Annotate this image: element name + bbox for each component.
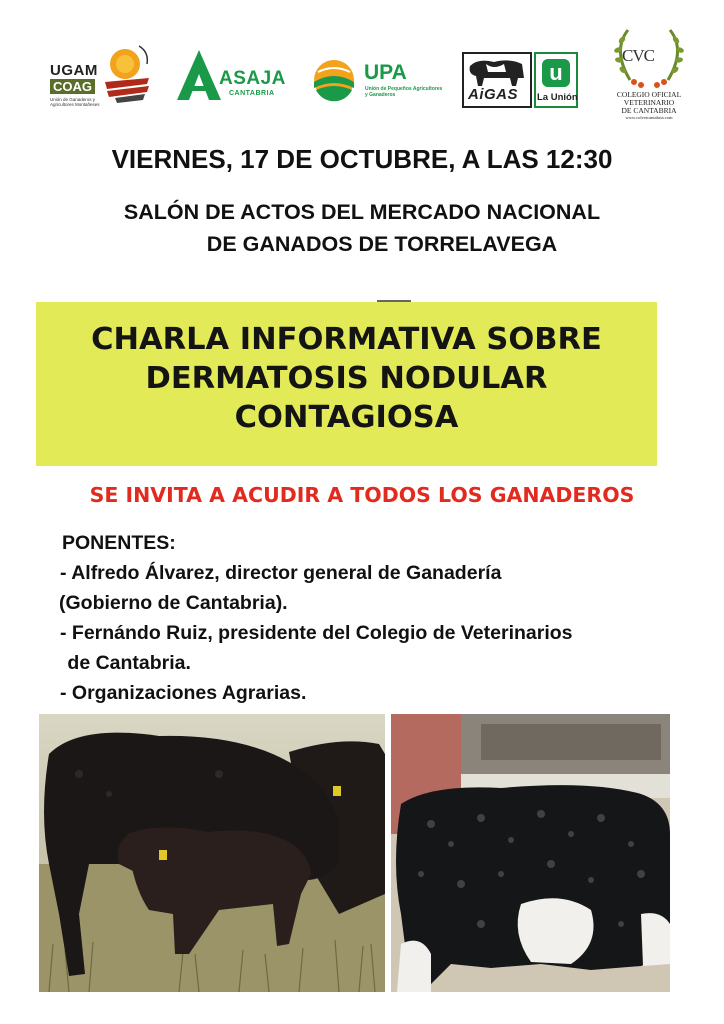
la-union-box: [534, 52, 578, 108]
asaja-title: ASAJA: [219, 68, 286, 89]
event-venue-line2: DE GANADOS DE TORRELAVEGA: [206, 232, 558, 256]
cvc-line1: COLEGIO OFICIAL: [616, 90, 682, 99]
speaker-line: (Gobierno de Cantabria).: [59, 592, 288, 614]
upa-logo: [312, 58, 442, 114]
coag-label: COAG: [50, 79, 95, 94]
upa-title: UPA: [364, 61, 407, 84]
asaja-subtitle: CANTABRIA: [229, 90, 275, 97]
event-date-time: VIERNES, 17 DE OCTUBRE, A LAS 12:30: [111, 144, 613, 174]
speaker-line: - Fernándo Ruiz, presidente del Colegio de Veterinarios: [60, 622, 573, 644]
banner-line1: CHARLA INFORMATIVA SOBRE: [91, 322, 602, 357]
cvc-letters: CVC: [622, 46, 654, 65]
banner-line2: DERMATOSIS NODULAR: [145, 361, 548, 396]
title-banner: [36, 302, 657, 466]
la-union-title: La Unión: [537, 92, 578, 103]
ugam-small-text: Unión de Ganaderos y Agricultores Montañeses: [50, 97, 100, 107]
cvc-url: www.colvetcantabria.com: [625, 115, 673, 120]
cvc-name: [608, 91, 690, 121]
field-sun-icon: [312, 58, 356, 102]
aigas-box: [462, 52, 532, 108]
cvc-logo: [608, 24, 690, 124]
aigas-la-union-logo: [462, 52, 580, 110]
upa-subtitle: Unión de Pequeños Agricultores y Ganaderos: [365, 86, 443, 98]
speaker-line: de Cantabria.: [62, 652, 191, 674]
speaker-line: - Alfredo Álvarez, director general de Ganadería: [60, 562, 502, 584]
aigas-title: AiGAS: [468, 86, 519, 103]
banner-title: [36, 320, 657, 437]
cow-icon: [464, 56, 530, 90]
cow-and-calf-photo: [39, 714, 385, 992]
speakers-list: [59, 528, 573, 708]
ugam-coag-logo: [48, 42, 158, 114]
la-union-letter: u: [542, 59, 570, 87]
ugam-title: UGAM: [50, 62, 98, 79]
sun-icon: [103, 42, 153, 104]
invitation-text: SE INVITA A ACUDIR A TODOS LOS GANADEROS: [89, 483, 635, 507]
event-venue-line1: SALÓN DE ACTOS DEL MERCADO NACIONAL: [123, 200, 601, 224]
asaja-logo: [175, 50, 285, 110]
sponsor-logos: [0, 10, 724, 120]
cvc-line2: VETERINARIO: [623, 98, 675, 107]
banner-line3: CONTAGIOSA: [234, 400, 459, 435]
a-triangle-icon: [175, 50, 223, 102]
speaker-line: - Organizaciones Agrarias.: [60, 682, 307, 704]
infected-cow-photo: [391, 714, 670, 992]
cvc-line3: DE CANTABRIA: [621, 106, 677, 115]
speakers-heading: PONENTES:: [62, 532, 176, 554]
